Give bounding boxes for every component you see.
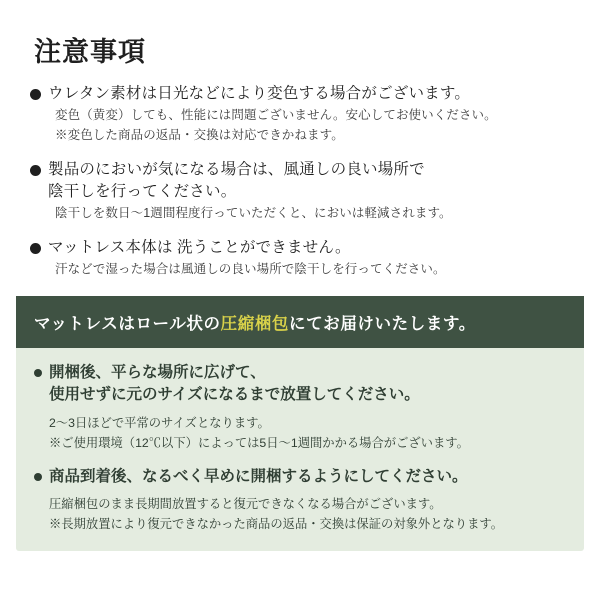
panel-subline: ※長期放置により復元できなかった商品の返品・交換は保証の対象外となります。: [49, 517, 504, 532]
panel-body: [16, 348, 584, 535]
note-heading-line: 陰干しを行ってください。: [48, 183, 237, 200]
panel-banner: [16, 296, 584, 348]
note-subtext: [55, 203, 576, 223]
note-subline: 変色（黄変）しても、性能には問題ございません。安心してお使いください。: [55, 108, 497, 122]
page-title: 注意事項: [34, 37, 146, 67]
panel-item-heading: [34, 466, 566, 488]
note-heading: ウレタン素材は日光などにより変色する場合がございます。: [30, 83, 576, 105]
note-subline: 陰干しを数日〜1週間程度行っていただくと、においは軽減されます。: [55, 206, 452, 220]
panel-subline: 2〜3日ほどで平常のサイズとなります。: [49, 415, 270, 430]
bullet-dot-icon: [34, 473, 42, 481]
compression-packaging-panel: [16, 296, 584, 551]
note-subtext: [55, 259, 576, 279]
note-heading: [30, 159, 576, 203]
panel-item-heading: [34, 362, 566, 407]
panel-item-subtext: [49, 494, 566, 535]
note-heading: マットレス本体は 洗うことができません。: [30, 237, 576, 259]
note-subline: 汗などで湿った場合は風通しの良い場所で陰干しを行ってください。: [55, 262, 446, 276]
panel-subline: 圧縮梱包のまま長期間放置すると復元できなくなる場合がございます。: [49, 496, 442, 511]
bullet-dot-icon: [30, 165, 41, 176]
panel-heading-line: 商品到着後、なるべく早めに開梱するようにしてください。: [49, 467, 468, 485]
note-item: [30, 237, 576, 279]
notes-list: [30, 83, 576, 279]
note-heading-line: 製品のにおいが気になる場合は、風通しの良い場所で: [48, 161, 425, 178]
banner-text-post: にてお届けいたします。: [289, 315, 476, 333]
panel-item: [34, 466, 566, 535]
panel-item-subtext: [49, 413, 566, 454]
panel-heading-line: 開梱後、平らな場所に広げて、: [49, 364, 266, 381]
banner-text-pre: マットレスはロール状の: [34, 315, 221, 333]
note-item: [30, 83, 576, 145]
panel-item: [34, 362, 566, 454]
note-item: [30, 159, 576, 223]
bullet-dot-icon: [34, 369, 42, 377]
note-subline: ※変色した商品の返品・交換は対応できかねます。: [55, 128, 344, 142]
banner-text-highlight: 圧縮梱包: [220, 315, 290, 333]
panel-subline: ※ご使用環境（12℃以下）によっては5日〜1週間かかる場合がございます。: [49, 436, 469, 451]
bullet-dot-icon: [30, 89, 41, 100]
panel-heading-line: 使用せずに元のサイズになるまで放置してください。: [49, 386, 420, 404]
note-subtext: [55, 105, 576, 145]
bullet-dot-icon: [30, 243, 41, 254]
